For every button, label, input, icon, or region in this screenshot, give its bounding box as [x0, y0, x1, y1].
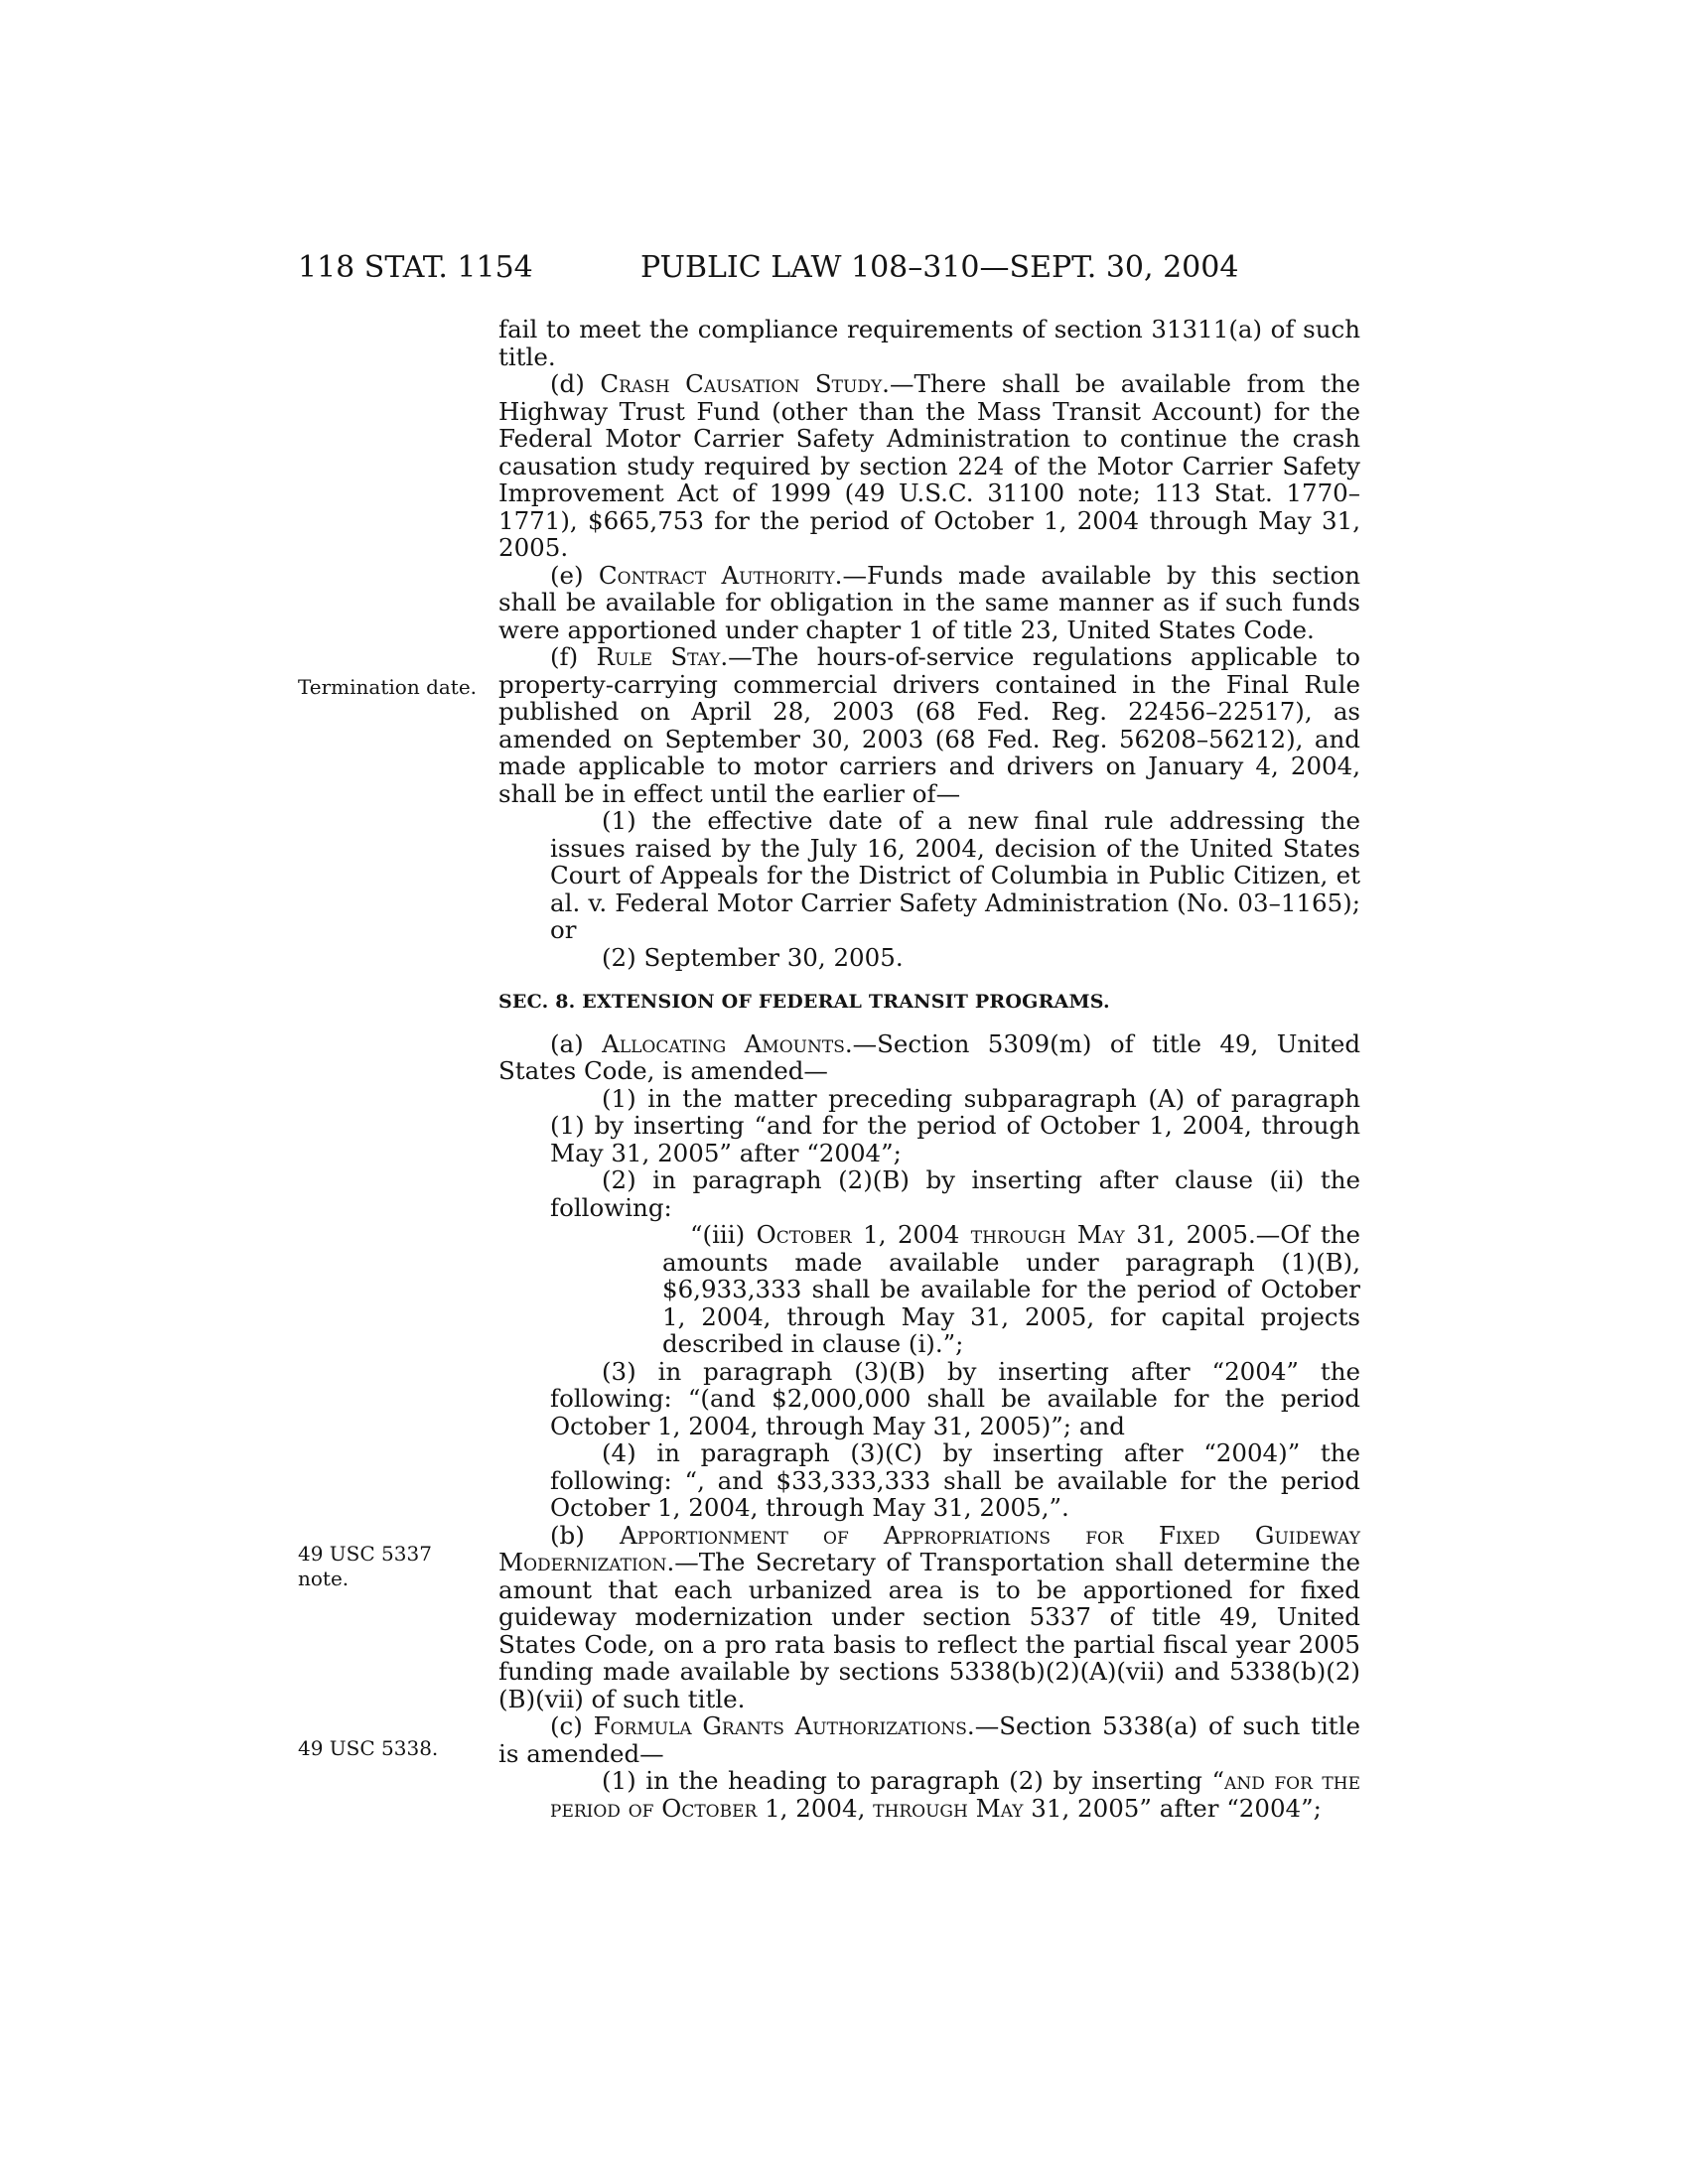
- margin-note-termination-date: Termination date.: [298, 675, 478, 699]
- subsection-f-paragraph-2: (2) September 30, 2005.: [602, 942, 904, 972]
- subsection-b-text: —The Secretary of Transportation shall determine the amount that each urbanized area is to be apportioned for fixed guideway modernization under section 5337 of title 49, United States Code, on a pro rata basis to reflect the partial fiscal year 2005 funding made available by sections 5338(b)(2)(A)(vii) and 5338(b)(2)(B)(vii) of such title.: [498, 1548, 1360, 1713]
- subsection-a: [498, 1030, 1360, 1085]
- subsection-d: [498, 370, 1360, 562]
- subsection-c-paragraph-1: [498, 1767, 1360, 1822]
- subsection-c-paragraph-1-text: ” after “2004”;: [1139, 1793, 1322, 1823]
- subsection-b-label: (b): [550, 1520, 620, 1550]
- margin-note-49-usc-5337-note: 49 USC 5337 note.: [298, 1542, 432, 1590]
- body-text: [498, 316, 1360, 1822]
- subsection-a-paragraph-4: (4) in paragraph (3)(C) by inserting after “2004)” the following: “, and $33,333,333 shall be available for the period October 1, 2004, through May 31, 2005,”.: [550, 1438, 1360, 1522]
- quoted-clause-text: —Of the amounts made available under paragraph (1)(B), $6,933,333 shall be available for the period of October 1, 2004, through May 31, 2005, for capital projects described in clause (i).”;: [662, 1220, 1360, 1358]
- subsection-c-paragraph-1-heading: and for the period of October 1, 2004, through May 31, 2005: [550, 1766, 1360, 1823]
- subsection-b: [498, 1522, 1360, 1713]
- subsection-f-label: (f): [550, 642, 597, 671]
- subsection-a-paragraph-2: (2) in paragraph (2)(B) by inserting after clause (ii) the following:: [550, 1165, 1360, 1222]
- subsection-d-label: (d): [550, 369, 601, 398]
- subsection-f: [498, 643, 1360, 807]
- subsection-e-label: (e): [550, 560, 599, 590]
- subsection-a-label: (a): [550, 1028, 603, 1058]
- subsection-a-paragraph-3: (3) in paragraph (3)(B) by inserting after “2004” the following: “(and $2,000,000 shall be available for the period October 1, 2004, through May 31, 2005)”; and: [550, 1356, 1360, 1440]
- stat-reference: 118 STAT. 1154: [298, 250, 533, 285]
- margin-note-49-usc-5338: 49 USC 5338.: [298, 1736, 439, 1760]
- subsection-a-paragraph-1: (1) in the matter preceding subparagraph (A) of paragraph (1) by inserting “and for the period of October 1, 2004, through May 31, 2005” after “2004”;: [550, 1083, 1360, 1167]
- subsection-b-heading: Apportionment of Appropriations for Fixed Guideway Modernization.: [498, 1520, 1360, 1576]
- paragraph-continuation: fail to meet the compliance requirements of section 31311(a) of such title.: [498, 315, 1360, 371]
- subsection-e: [498, 562, 1360, 644]
- subsection-d-heading: Crash Causation Study.: [600, 369, 890, 398]
- quoted-clause-iii: [498, 1221, 1360, 1358]
- section-8-heading: SEC. 8. EXTENSION OF FEDERAL TRANSIT PROGRAMS.: [498, 991, 1110, 1013]
- running-head: [298, 248, 1291, 288]
- subsection-e-text: —Funds made available by this section shall be available for obligation in the same manner as if such funds were apportioned under chapter 1 of title 23, United States Code.: [498, 560, 1361, 644]
- quoted-clause-label: “(iii): [690, 1220, 757, 1249]
- subsection-e-heading: Contract Authority.: [598, 560, 843, 590]
- law-title: PUBLIC LAW 108–310—SEPT. 30, 2004: [640, 250, 1239, 285]
- subsection-d-text: —There shall be available from the Highway Trust Fund (other than the Mass Transit Account) for the Federal Motor Carrier Safety Administration to continue the crash causation study required by section 224 of the Motor Carrier Safety Improvement Act of 1999 (49 U.S.C. 31100 note; 113 Stat. 1770–1771), $665,753 for the period of October 1, 2004 through May 31, 2005.: [498, 369, 1360, 562]
- subsection-a-heading: Allocating Amounts.: [602, 1028, 853, 1058]
- subsection-a-text: —Section 5309(m) of title 49, United States Code, is amended—: [498, 1028, 1361, 1085]
- subsection-c-paragraph-1-lead: (1) in the heading to paragraph (2) by inserting “: [602, 1766, 1225, 1795]
- subsection-c-heading: Formula Grants Authorizations.: [593, 1711, 975, 1740]
- subsection-c: [498, 1712, 1360, 1767]
- subsection-f-text: —The hours-of-service regulations applicable to property-carrying commercial drivers contained in the Final Rule published on April 28, 2003 (68 Fed. Reg. 22456–22517), as amended on September 30, 2003 (68 Fed. Reg. 56208–56212), and made applicable to motor carriers and drivers on January 4, 2004, shall be in effect until the earlier of—: [498, 642, 1360, 808]
- subsection-f-heading: Rule Stay.: [596, 642, 729, 671]
- quoted-clause-heading: October 1, 2004 through May 31, 2005.: [756, 1220, 1256, 1249]
- subsection-f-paragraph-1: (1) the effective date of a new final rule addressing the issues raised by the July 16, 2004, decision of the United States Court of Appeals for the District of Columbia in Public Citizen, et al. v. Federal Motor Carrier Safety Administration (No. 03–1165); or: [550, 806, 1360, 944]
- subsection-c-label: (c): [550, 1711, 594, 1740]
- subsection-c-text: —Section 5338(a) of such title is amended—: [498, 1711, 1360, 1768]
